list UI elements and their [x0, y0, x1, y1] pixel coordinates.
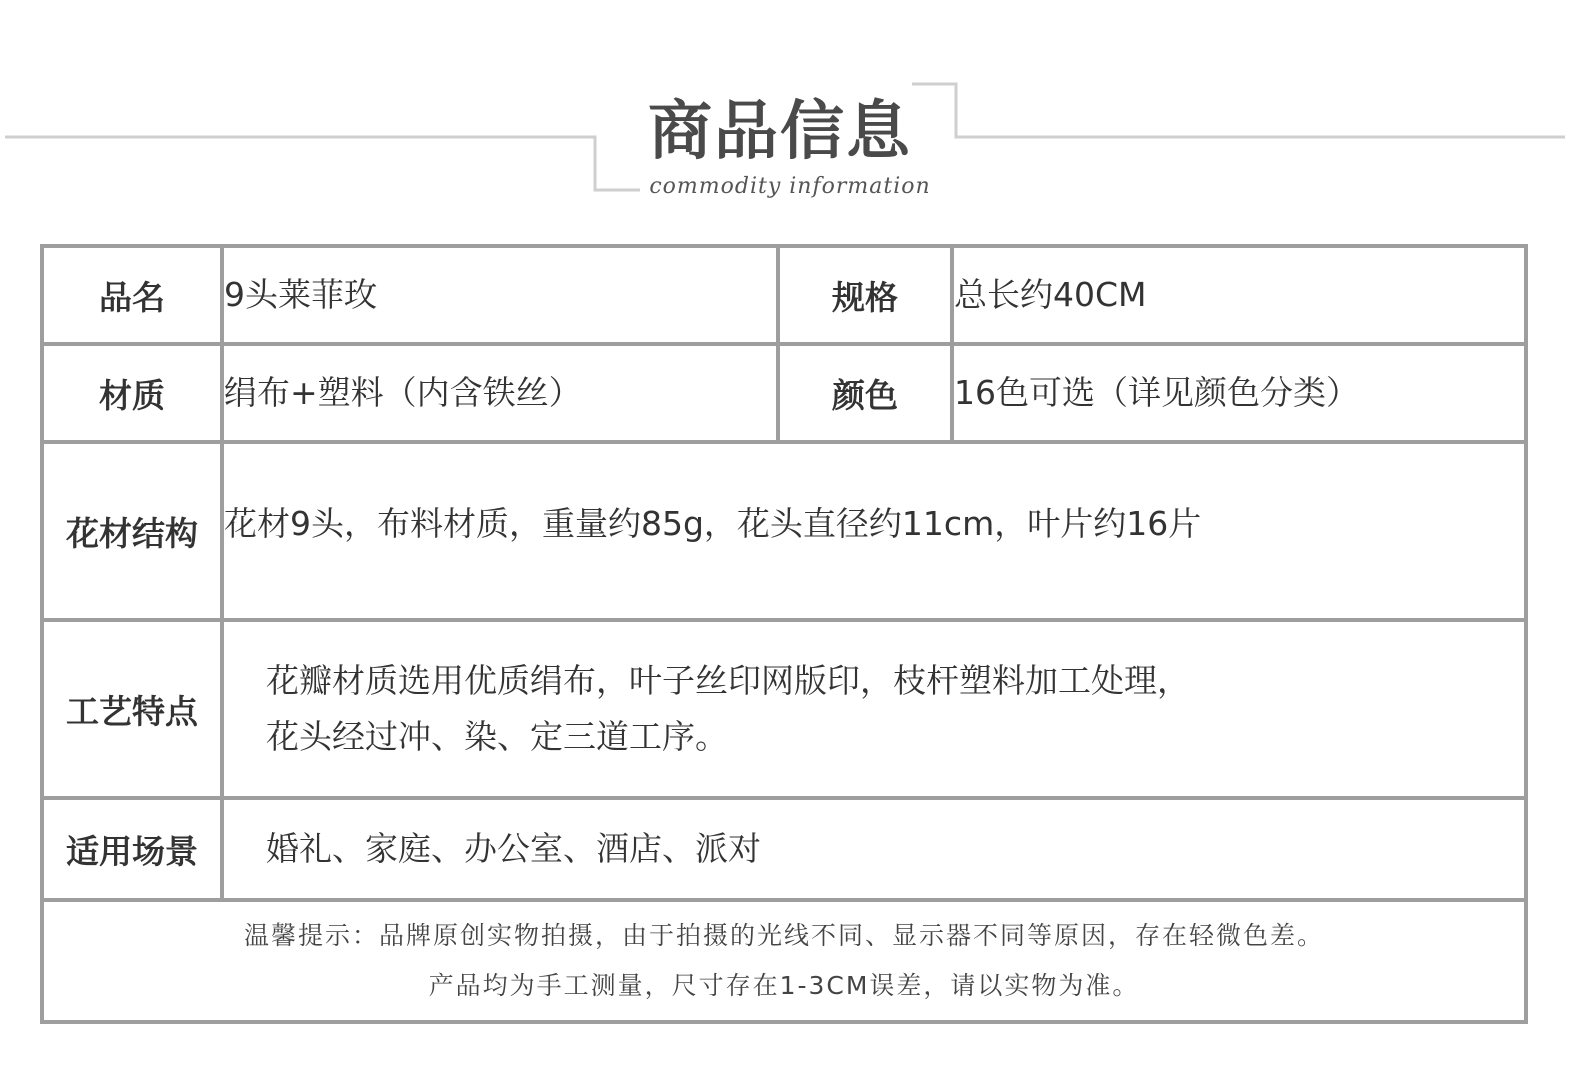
craft-line-2: 花头经过冲、染、定三道工序。 [266, 717, 728, 756]
value-usage: 婚礼、家庭、办公室、酒店、派对 [222, 798, 1526, 900]
value-size: 总长约40CM [952, 246, 1526, 344]
right-deco-line [912, 84, 1565, 137]
label-product-name: 品名 [42, 246, 222, 344]
value-craft [222, 620, 1526, 798]
spec-table [40, 244, 1528, 1024]
left-deco-line [5, 137, 640, 190]
notice-cell [42, 900, 1526, 1022]
table-row-notice [42, 900, 1526, 1022]
table-row-usage [42, 798, 1526, 900]
craft-line-1: 花瓣材质选用优质绢布，叶子丝印网版印，枝杆塑料加工处理， [266, 661, 1190, 700]
table-row-material-color [42, 344, 1526, 442]
table-row-structure [42, 442, 1526, 620]
label-usage: 适用场景 [42, 798, 222, 900]
label-size: 规格 [778, 246, 952, 344]
value-material: 绢布+塑料（内含铁丝） [222, 344, 778, 442]
table-row-craft [42, 620, 1526, 798]
notice-line-1: 温馨提示：品牌原创实物拍摄，由于拍摄的光线不同、显示器不同等原因，存在轻微色差。 [243, 921, 1324, 950]
value-structure: 花材9头，布料材质，重量约85g，花头直径约11cm，叶片约16片 [222, 442, 1526, 620]
label-structure: 花材结构 [42, 442, 222, 620]
value-product-name: 9头莱菲玫 [222, 246, 778, 344]
page-subtitle: commodity information [649, 174, 931, 199]
notice-line-2: 产品均为手工测量，尺寸存在1-3CM误差，请以实物为准。 [428, 971, 1140, 1000]
table-row-name-spec [42, 246, 1526, 344]
value-color: 16色可选（详见颜色分类） [952, 344, 1526, 442]
page-title: 商品信息 [648, 95, 912, 169]
label-material: 材质 [42, 344, 222, 442]
label-color: 颜色 [778, 344, 952, 442]
label-craft: 工艺特点 [42, 620, 222, 798]
